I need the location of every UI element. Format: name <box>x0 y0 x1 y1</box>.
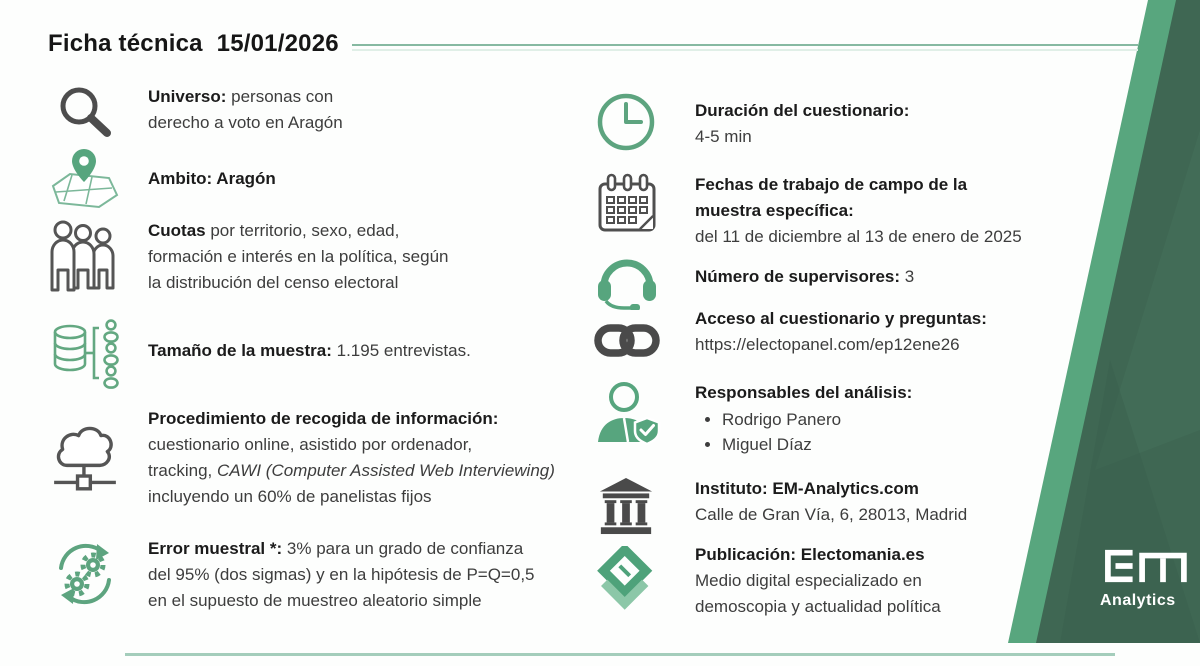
database-sample-icon <box>48 316 148 392</box>
item-instituto: Instituto: EM-Analytics.com Calle de Gran Vía, 6, 28013, Madrid <box>592 474 1062 535</box>
page-title <box>48 30 339 58</box>
em-logo-glyph <box>1098 547 1190 585</box>
item-universo: Universo: personas con derecho a voto en Aragón <box>48 84 564 144</box>
item-cuotas: Cuotas por territorio, sexo, edad, formación e interés en la política, según la distribución del censo electoral <box>48 218 564 298</box>
title-text: Ficha técnica <box>48 30 203 57</box>
map-pin-icon <box>48 148 148 210</box>
analyst-shield-icon <box>592 380 695 446</box>
footer-divider-line <box>125 653 1115 656</box>
title-date: 15/01/2026 <box>216 30 339 57</box>
item-acceso: Acceso al cuestionario y preguntas: https://electopanel.com/ep12ene26 <box>592 306 1062 368</box>
clock-icon <box>592 92 695 152</box>
title-divider-line-light <box>352 49 1138 51</box>
item-supervisores: Número de supervisores: 3 <box>592 250 1062 310</box>
logo-subtitle: Analytics <box>1100 592 1176 609</box>
responsable-item: • Rodrigo Panero <box>722 407 912 432</box>
headset-icon <box>592 250 695 310</box>
responsable-item: • Miguel Díaz <box>722 432 912 457</box>
people-icon <box>48 218 148 298</box>
cloud-network-icon <box>48 406 148 498</box>
item-error-muestral: Error muestral *: 3% para un grado de confianza del 95% (dos sigmas) y en la hipótesis de P=Q=0,5 en el supuesto de muestreo aleatorio simple <box>48 536 564 614</box>
responsables-list <box>722 407 912 457</box>
item-duracion: Duración del cuestionario: 4-5 min <box>592 92 1062 152</box>
title-divider-line <box>352 44 1138 46</box>
questionnaire-url: https://electopanel.com/ep12ene26 <box>695 335 960 354</box>
item-procedimiento: Procedimiento de recogida de información: cuestionario online, asistido por ordenador, tracking, CAWI (Computer Assisted Web Interviewing) incluyendo un 60% de panelistas fijos <box>48 406 564 510</box>
gears-sync-icon <box>48 536 148 608</box>
link-icon <box>592 306 695 368</box>
em-analytics-logo <box>1096 547 1192 610</box>
magnifier-icon <box>48 84 148 144</box>
electomania-diamond-icon <box>592 542 695 618</box>
item-ambito: Ambito: Aragón <box>48 148 564 210</box>
item-responsables: Responsables del análisis: • Rodrigo Panero • Miguel Díaz <box>592 380 1062 457</box>
item-tamano-muestra: Tamaño de la muestra: 1.195 entrevistas. <box>48 316 564 392</box>
item-fechas-campo: Fechas de trabajo de campo de la muestra específica: del 11 de diciembre al 13 de enero de 2025 <box>592 172 1062 250</box>
bank-icon <box>592 474 695 535</box>
item-publicacion: Publicación: Electomania.es Medio digital especializado en demoscopia y actualidad política <box>592 542 1062 620</box>
calendar-icon <box>592 172 695 236</box>
